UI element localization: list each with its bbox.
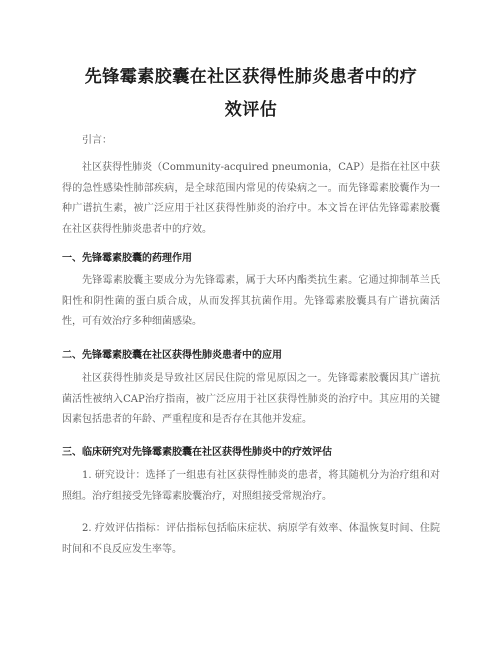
intro-label: 引言： bbox=[82, 135, 112, 146]
section-2-heading: 二、先锋霉素胶囊在社区获得性肺炎患者中的应用 bbox=[62, 350, 282, 361]
document-title-line-2: 效评估 bbox=[224, 100, 278, 120]
section-3-paragraph-2: 2. 疗效评估指标：评估指标包括临床症状、病原学有效率、体温恢复时间、住院时间和不良反应发生率等。 bbox=[62, 523, 440, 555]
section-3-paragraph-1: 1. 研究设计：选择了一组患有社区获得性肺炎的患者，将其随机分为治疗组和对照组。治疗组接受先锋霉素胶囊治疗，对照组接受常规治疗。 bbox=[62, 470, 440, 502]
section-1-heading: 一、先锋霉素胶囊的药理作用 bbox=[62, 253, 192, 264]
section-1-paragraph: 先锋霉素胶囊主要成分为先锋霉素，属于大环内酯类抗生素。它通过抑制革兰氏阳性和阴性菌的蛋白质合成，从而发挥其抗菌作用。先锋霉素胶囊具有广谱抗菌活性，可有效治疗多种细菌感染。 bbox=[62, 275, 440, 327]
intro-paragraph: 社区获得性肺炎（Community-acquired pneumonia，CAP）是指在社区中获得的急性感染性肺部疾病，是全球范围内常见的传染病之一。而先锋霉素胶囊作为一种广谱抗生素，被广泛应用于社区获得性肺炎的治疗中。本文旨在评估先锋霉素胶囊在社区获得性肺炎患者中的疗效。 bbox=[62, 162, 440, 235]
document-title-line-1: 先锋霉素胶囊在社区获得性肺炎患者中的疗 bbox=[84, 67, 418, 87]
section-2-paragraph: 社区获得性肺炎是导致社区居民住院的常见原因之一。先锋霉素胶囊因其广谱抗菌活性被纳入CAP治疗指南，被广泛应用于社区获得性肺炎的治疗中。其应用的关键因素包括患者的年龄、严重程度和是否存在其他并发症。 bbox=[62, 373, 440, 425]
section-3-heading: 三、临床研究对先锋霉素胶囊在社区获得性肺炎中的疗效评估 bbox=[62, 447, 332, 458]
